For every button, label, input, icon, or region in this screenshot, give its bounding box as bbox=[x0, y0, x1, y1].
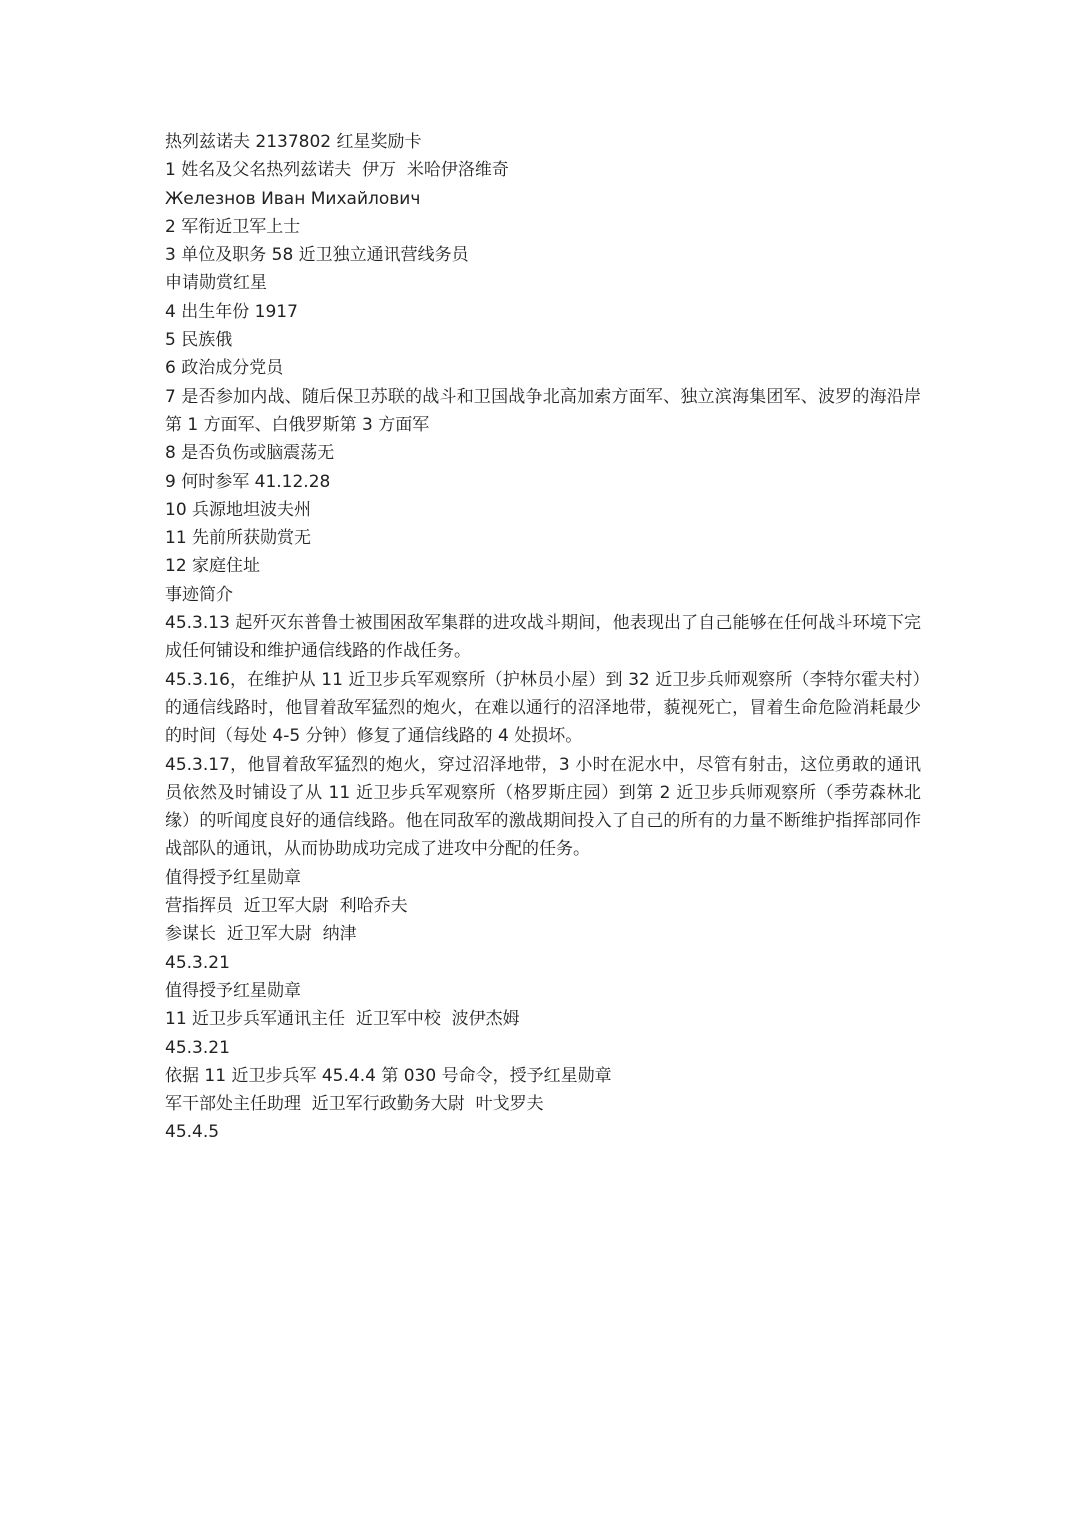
field-birth-year: 4 出生年份 1917 bbox=[165, 301, 298, 322]
field-award-request: 申请勋赏红星 bbox=[165, 273, 267, 294]
summary-paragraph: 45.3.17，他冒着敌军猛烈的炮火，穿过沼泽地带，3 小时在泥水中，尽管有射击，这位勇敢的通讯员依然及时铺设了从 11 近卫步兵军观察所（格罗斯庄园）到第 2 近卫步兵师观察所（季劳森林北缘）的听闻度良好的通信线路。他在同敌军的激战期间投入了自己的所有的力量不断维护指挥部同作战部队的通讯，从而协助成功完成了进攻中分配的任务。 bbox=[165, 754, 921, 860]
summary-heading: 事迹简介 bbox=[165, 584, 233, 605]
endorsement-line: 军干部处主任助理 近卫军行政勤务大尉 叶戈罗夫 bbox=[165, 1094, 544, 1115]
endorsement-date: 45.3.21 bbox=[165, 1037, 230, 1058]
field-name-ru: Железнов Иван Михайлович bbox=[165, 188, 421, 209]
endorsement-line: 营指挥员 近卫军大尉 利哈乔夫 bbox=[165, 896, 408, 917]
endorsement-line: 值得授予红星勋章 bbox=[165, 980, 301, 1001]
field-nationality: 5 民族俄 bbox=[165, 330, 233, 351]
endorsement-date: 45.4.5 bbox=[165, 1122, 220, 1143]
field-name-cn: 1 姓名及父名热列兹诺夫 伊万 米哈伊洛维奇 bbox=[165, 160, 509, 181]
summary-paragraph: 45.3.16，在维护从 11 近卫步兵军观察所（护林员小屋）到 32 近卫步兵师观察所（李特尔霍夫村）的通信线路时，他冒着敌军猛烈的炮火，在难以通行的沼泽地带，藐视死亡，冒着生命危险消耗最少的时间（每处 4-5 分钟）修复了通信线路的 4 处损坏。 bbox=[165, 669, 921, 747]
endorsement-line: 参谋长 近卫军大尉 纳津 bbox=[165, 924, 357, 945]
field-campaigns: 7 是否参加内战、随后保卫苏联的战斗和卫国战争北高加索方面军、独立滨海集团军、波罗的海沿岸第 1 方面军、白俄罗斯第 3 方面军 bbox=[165, 386, 921, 435]
award-card-document bbox=[165, 128, 921, 1147]
document-title: 热列兹诺夫 2137802 红星奖励卡 bbox=[165, 132, 422, 152]
field-party: 6 政治成分党员 bbox=[165, 358, 284, 379]
endorsement-date: 45.3.21 bbox=[165, 952, 230, 973]
field-prior-awards: 11 先前所获勋赏无 bbox=[165, 528, 312, 549]
field-enlisted: 9 何时参军 41.12.28 bbox=[165, 471, 331, 492]
endorsement-line: 值得授予红星勋章 bbox=[165, 867, 301, 888]
field-rank: 2 军衔近卫军上士 bbox=[165, 216, 301, 237]
field-origin: 10 兵源地坦波夫州 bbox=[165, 499, 312, 520]
field-wounds: 8 是否负伤或脑震荡无 bbox=[165, 443, 335, 464]
endorsement-line: 11 近卫步兵军通讯主任 近卫军中校 波伊杰姆 bbox=[165, 1009, 520, 1030]
endorsement-line: 依据 11 近卫步兵军 45.4.4 第 030 号命令，授予红星勋章 bbox=[165, 1065, 612, 1086]
field-address: 12 家庭住址 bbox=[165, 556, 261, 577]
field-unit: 3 单位及职务 58 近卫独立通讯营线务员 bbox=[165, 245, 469, 266]
summary-paragraph: 45.3.13 起歼灭东普鲁士被围困敌军集群的进攻战斗期间，他表现出了自己能够在任何战斗环境下完成任何铺设和维护通信线路的作战任务。 bbox=[165, 613, 921, 662]
